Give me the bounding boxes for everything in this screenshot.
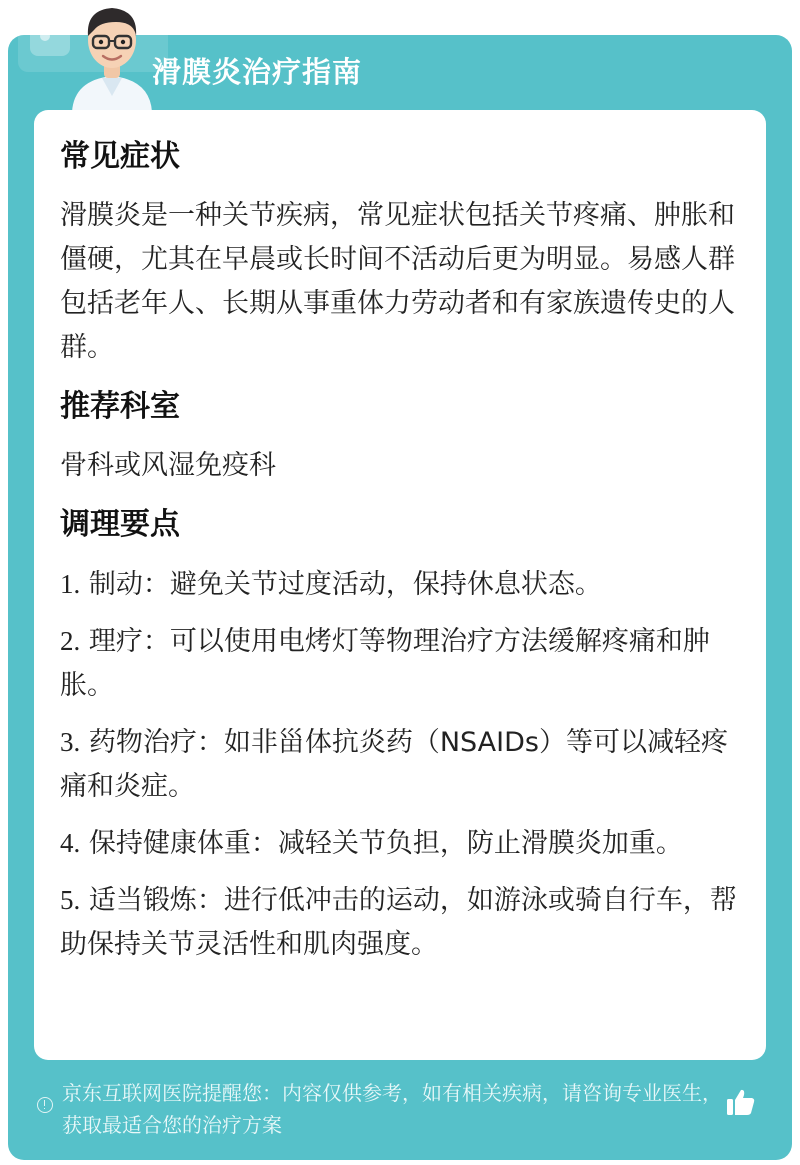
list-item xyxy=(60,720,750,809)
list-item xyxy=(60,562,750,607)
footer-disclaimer: 京东互联网医院提醒您：内容仅供参考，如有相关疾病，请咨询专业医生，获取最适合您的治疗方案 xyxy=(62,1081,722,1137)
info-icon xyxy=(37,1097,53,1113)
list-item xyxy=(60,619,750,708)
list-item-number: 2. xyxy=(60,626,81,656)
department-text: 骨科或风湿免疫科 xyxy=(60,450,276,481)
list-item-number: 4. xyxy=(60,828,81,858)
section-heading-symptoms: 常见症状 xyxy=(60,139,180,174)
list-item-text: 适当锻炼：进行低冲击的运动，如游泳或骑自行车，帮助保持关节灵活性和肌肉强度。 xyxy=(60,885,737,960)
content-card xyxy=(34,110,766,1060)
list-item-text: 药物治疗：如非甾体抗炎药（NSAIDs）等可以减轻疼痛和炎症。 xyxy=(60,727,728,802)
list-item-number: 5. xyxy=(60,885,81,915)
list-item-text: 理疗：可以使用电烤灯等物理治疗方法缓解疼痛和肿胀。 xyxy=(60,626,710,701)
section-heading-care: 调理要点 xyxy=(60,507,180,542)
list-item-text: 保持健康体重：减轻关节负担，防止滑膜炎加重。 xyxy=(80,828,683,859)
page-title: 滑膜炎治疗指南 xyxy=(152,55,363,89)
thumbs-up-icon[interactable] xyxy=(724,1085,758,1119)
list-item xyxy=(60,878,750,967)
list-item xyxy=(60,821,750,866)
symptoms-text: 滑膜炎是一种关节疾病，常见症状包括关节疼痛、肿胀和僵硬，尤其在早晨或长时间不活动后更为明显。易感人群包括老年人、长期从事重体力劳动者和有家族遗传史的人群。 xyxy=(60,200,735,363)
list-item-text: 制动：避免关节过度活动，保持休息状态。 xyxy=(80,569,602,600)
list-item-number: 3. xyxy=(60,727,81,757)
section-heading-department: 推荐科室 xyxy=(60,389,180,424)
content xyxy=(60,134,750,967)
list-item-number: 1. xyxy=(60,569,81,599)
doctor-avatar xyxy=(62,0,162,112)
